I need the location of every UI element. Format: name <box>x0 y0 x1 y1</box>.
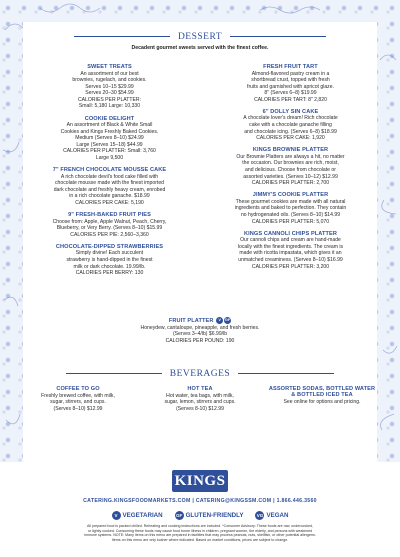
dessert-item-line: CALORIES PER PLATTER: 5,070 <box>251 218 330 225</box>
dessert-title: DESSERT <box>177 32 223 42</box>
dessert-item-line: CALORIES PER PLATTER: 2,700 <box>251 180 330 187</box>
fruit-platter-name: FRUIT PLATTER V GF <box>168 317 231 324</box>
dessert-item-name: 9" FRESH-BAKED FRUIT PIES <box>68 212 151 219</box>
dessert-item-line: Cookies and Kings Freshly Baked Cookies. <box>60 128 159 135</box>
dessert-item-line: locally with the finest ingredients. The cream is <box>237 243 344 250</box>
dessert-item-line: Small: 5,180 Large: 10,330 <box>78 103 141 110</box>
beverage-item-line: (Serves 8–10) $12.99 <box>53 405 103 412</box>
dessert-item-line: CALORIES PER PLATTER: <box>77 96 142 103</box>
dessert-item-name: JIMMY'S COOKIE PLATTER <box>252 192 329 199</box>
beverage-item-line: (Serves 8-10) $12.99 <box>176 405 224 412</box>
disclaimer-line: Items on this menu are only kosher where indicated. Based on market conditions, prices are subject to change. <box>111 537 289 542</box>
dessert-item-line: A rich chocolate devil's food cake filled with <box>60 173 159 180</box>
beverage-item-name: COFFEE TO GO <box>56 386 100 392</box>
dessert-item-line: and chocolate icing. (Serves 6–8) $18.99 <box>244 128 337 135</box>
dessert-item-line: Our cannoli chips and cream are hand-made <box>240 237 341 244</box>
dessert-item-line: Simply divine! Each succulent <box>75 250 144 257</box>
disclaimer-line: immune systems. NOTE: Many items on this menu are prepared in facilities that may process peanuts, nuts, shellfish, or other potential allergens. <box>84 533 316 538</box>
dessert-item-line: Medium (Serves 8–10) $24.99 <box>75 135 144 142</box>
fruit-platter-line: Honeydew, cantaloupe, pineapple, and fresh berries. <box>140 324 260 331</box>
dessert-item-line: CALORIES PER PLATTER: 3,200 <box>251 263 330 270</box>
dessert-item-line: the occasion. Our brownies are rich, moist, <box>242 160 339 167</box>
dessert-item-line: These gourmet cookies are made with all natural <box>235 198 346 205</box>
beverages-section <box>23 369 377 412</box>
gluten-friendly-badge-icon: GF <box>224 318 231 322</box>
beverages-heading <box>23 369 377 379</box>
dessert-item-line: 8" (Serves 6–8) $19.99 <box>264 90 317 97</box>
dessert-item-line: dark chocolate and freshly heavy cream, enrobed <box>53 186 166 193</box>
vegetarian-badge-icon: V <box>216 317 223 324</box>
dessert-item-line: Almond-flavored pastry cream in a <box>251 70 330 77</box>
legend-item <box>255 511 288 520</box>
dessert-item-line: Choose from: Apple, Apple Walnut, Peach, Cherry, <box>52 218 167 225</box>
dessert-item-name: KINGS CANNOLI CHIPS PLATTER <box>243 230 338 237</box>
dessert-item <box>208 64 373 103</box>
beverage-item-line: Freshly brewed coffee, with milk, <box>41 392 115 399</box>
dessert-item-name: FRESH FRUIT TART <box>263 64 318 70</box>
dessert-item-line: An assortment of our best <box>80 70 139 77</box>
dessert-item-name: KINGS BROWNIE PLATTER <box>252 147 329 154</box>
dessert-item-line: in a rich chocolate ganache. $18.99 <box>69 193 150 200</box>
beverage-column <box>267 386 377 411</box>
dessert-item-line: brownies, rugelach, and cookies. <box>72 77 147 84</box>
dessert-item-line: fruits and garnished with apricot glaze. <box>247 83 334 90</box>
dessert-item <box>27 64 192 110</box>
contact-line[interactable]: CATERING.KINGSFOODMARKETS.COM | CATERING@KINGSSM.COM | 1.866.446.3560 <box>83 498 317 504</box>
dessert-item-line: unmatched creaminess. (Serves 8–10) $16.99 <box>238 256 343 263</box>
dessert-item-name: 6" DOLLY SIN CAKE <box>262 108 319 115</box>
dessert-item <box>208 192 373 224</box>
dessert-item <box>27 167 192 206</box>
dessert-item-name: COOKIE DELIGHT <box>84 115 135 122</box>
legend-label: GLUTEN-FRIENDLY <box>185 512 244 520</box>
dessert-item-line: Serves 20–30 $54.99 <box>85 90 134 97</box>
beverage-column <box>23 386 133 418</box>
heading-rule-right <box>238 373 334 374</box>
dessert-item-line: assorted varieties. (Serves 10–12) $12.99 <box>243 173 338 180</box>
dessert-item-line: Large (Serves 15–18) $44.99 <box>76 141 143 148</box>
dessert-item-line: Our Brownie Platters are always a hit, no matter <box>236 153 345 160</box>
dessert-item-line: Large 9,500 <box>95 155 124 162</box>
dessert-item-line: CALORIES PER CAKE: 5,190 <box>75 200 144 206</box>
dessert-item-name: SWEET TREATS <box>87 64 132 70</box>
legend-item <box>112 511 163 520</box>
dessert-item <box>27 244 192 276</box>
dessert-item-line: milk or dark chocolate. 19.99/lb. <box>73 263 146 270</box>
dessert-item-line: strawberry is hand-dipped in the finest <box>66 256 153 263</box>
dietary-legend <box>0 511 400 520</box>
dessert-item-line: CALORIES PER BERRY: 130 <box>75 270 144 277</box>
beverage-item-name: HOT TEA <box>187 386 213 392</box>
vegetarian-badge-icon: V <box>112 511 121 520</box>
beverage-item <box>267 386 377 405</box>
beverage-item-line: sugar, stirrers, and cups. <box>50 399 106 406</box>
dessert-item-line: shortbread crust, topped with fresh <box>251 77 330 84</box>
dessert-left-column <box>27 64 192 282</box>
dessert-item <box>27 116 192 162</box>
beverage-item-line: Hot water, tea bags, with milk, <box>166 392 234 399</box>
legend-label: VEGETARIAN <box>122 512 163 520</box>
dessert-item-line: cake with a chocolate ganache filling <box>249 122 332 129</box>
dessert-item-line: chocolate mousse made with the finest imported <box>54 180 164 187</box>
beverage-column <box>145 386 255 418</box>
dessert-item-line: Blueberry, or Very Berry. (Serves 8–10) $15.99 <box>56 225 163 232</box>
dessert-item <box>27 212 192 238</box>
beverage-item-line: sugar, lemon, stirrers and cups. <box>164 399 236 406</box>
kings-logo: KINGS <box>172 470 228 492</box>
dessert-item-name: 7" FRENCH CHOCOLATE MOUSSE CAKE <box>52 167 167 174</box>
disclaimer-line: All prepared food is packed chilled. Reheating and cooking instructions are included. *Consumer Advisory: These foods are raw, undercooked, <box>86 524 314 528</box>
fruit-platter-line: CALORIES PER POUND: 190 <box>165 337 235 344</box>
dessert-item-line: Serves 10–15 $29.99 <box>85 83 134 90</box>
dessert-item <box>208 109 373 141</box>
heading-rule-right <box>230 36 326 37</box>
beverage-item-line: See online for options and pricing. <box>283 398 361 405</box>
beverage-item-name: ASSORTED SODAS, BOTTLED WATER & BOTTLED ICED TEA <box>268 386 376 398</box>
dessert-item <box>208 231 373 270</box>
beverage-item <box>145 386 255 412</box>
dessert-item-line: CALORIES PER TART: 8" 2,820 <box>254 96 327 103</box>
legend-label: VEGAN <box>266 512 289 520</box>
dessert-item-line: made with ricotta impastata, which gives it an <box>239 250 342 257</box>
dessert-intro: Decadent gourmet sweets served with the finest coffee. <box>131 45 269 51</box>
beverages-title: BEVERAGES <box>169 369 231 379</box>
heading-rule-left <box>74 36 170 37</box>
gluten-friendly-badge-icon: GF <box>175 513 183 518</box>
dessert-item-line: CALORIES PER CAKE: 1,920 <box>256 135 325 142</box>
dessert-item-name: CHOCOLATE-DIPPED STRAWBERRIES <box>55 243 164 250</box>
dessert-item-line: and delicious. Choose from chocolate or <box>245 167 336 174</box>
dessert-item-line: ingredients and baked to perfection. They contain <box>234 205 347 212</box>
dessert-item-line: An assortment of Black & White Small <box>66 122 153 129</box>
fruit-platter-line: (Serves 3–4/lb) $6.99/lb <box>172 331 228 338</box>
dessert-item-line: CALORIES PER PLATTER: Small: 3,760 <box>63 148 156 155</box>
vegan-badge-icon: VG <box>256 513 264 518</box>
disclaimer-text <box>8 524 392 542</box>
dessert-item-line: CALORIES PER PIE: 2,560–3,360 <box>70 231 149 238</box>
beverage-item <box>23 386 133 412</box>
fruit-platter <box>23 317 377 344</box>
dessert-right-column <box>208 64 373 276</box>
disclaimer-line: or lightly cooked. Consuming these foods may cause food borne illness in children, pregnant women, the elderly, and persons with weakened <box>87 528 313 533</box>
menu-card <box>23 22 377 462</box>
dessert-heading <box>23 32 377 42</box>
dessert-item-line: no hydrogenated oils. (Serves 8–10) $14.99 <box>240 212 341 218</box>
dessert-item <box>208 147 373 186</box>
legend-item <box>175 511 244 520</box>
dessert-item-line: A chocolate lover's dream! Rich chocolate <box>243 115 338 122</box>
heading-rule-left <box>66 373 162 374</box>
